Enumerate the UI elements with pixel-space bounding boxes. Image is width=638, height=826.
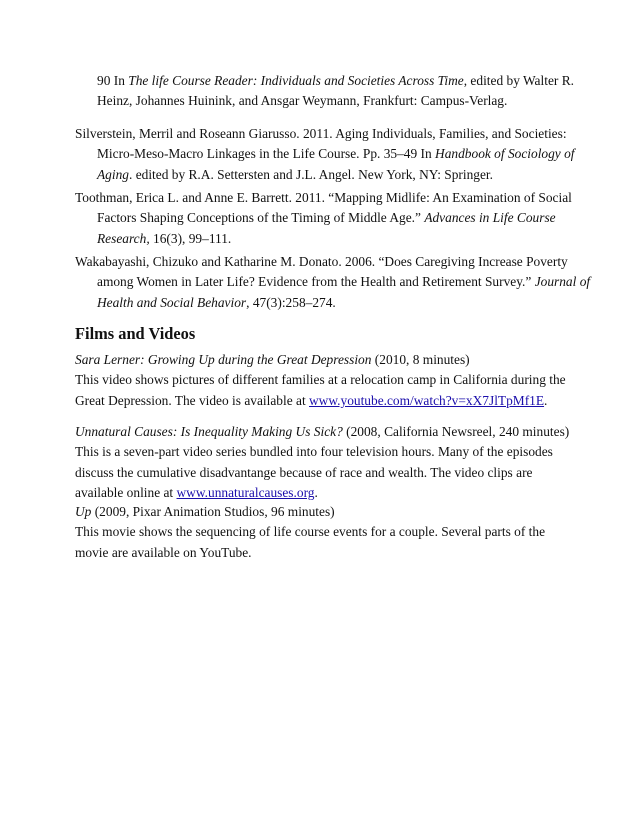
film-meta: (2009, Pixar Animation Studios, 96 minutes) [91,504,335,519]
reference-journal-title: Journal of Health and Social Behavior [97,274,591,310]
reference-book-title: The life Course Reader: Individuals and Societies Across Time [128,73,464,88]
reference-toothman [75,188,597,249]
reference-text: . edited by R.A. Settersten and J.L. Angel. New York, NY: Springer. [129,166,494,182]
film-entry-up [75,502,575,563]
film-description-end: . [544,392,548,408]
film-description-end: . [314,485,318,501]
film-description: This is a seven-part video series bundled into four television hours. Many of the episodes discuss the cumulative disadvantange because of race and wealth. The video clips are available online at [75,444,553,501]
reference-text: , edited by Walter R. Heinz, Johannes Huinink, and Ansgar Weymann, Frankfurt: Campus-Verlag. [97,73,574,109]
film-title: Unnatural Causes: Is Inequality Making Us Sick? [75,424,343,439]
film-meta: (2008, California Newsreel, 240 minutes) [342,424,570,439]
film-title: Sara Lerner: Growing Up during the Great Depression [75,352,372,367]
film-link[interactable]: www.unnaturalcauses.org [176,485,315,501]
film-entry-lerner [75,350,575,411]
film-description: This video shows pictures of different families at a relocation camp in California during the Great Depression. The video is available at [75,372,566,408]
section-heading-films: Films and Videos [75,324,196,343]
film-title: Up [75,504,92,519]
reference-silverstein [75,124,597,185]
reference-book-title: Handbook of Sociology of Aging [97,146,575,182]
reference-text: 90 In [97,73,129,88]
film-entry-unnatural-causes [75,422,575,504]
reference-text: Silverstein, Merril and Roseann Giarusso. 2011. Aging Individuals, Families, and Societies: Micro-Meso-Macro Linkages in the Life Course. Pp. 35–49 In [75,126,567,162]
reference-continuation [75,71,597,112]
reference-wakabayashi [75,252,597,313]
reference-text: 16(3), 99–111. [149,230,232,246]
reference-text: Wakabayashi, Chizuko and Katharine M. Donato. 2006. “Does Caregiving Increase Poverty among Women in Later Life? Evidence from the Health and Retirement Survey.” [75,254,568,290]
film-description: This movie shows the sequencing of life course events for a couple. Several parts of the movie are available on YouTube. [75,524,546,560]
film-link[interactable]: www.youtube.com/watch?v=xX7JlTpMf1E [309,392,545,408]
reference-text: , 47(3):258–274. [246,294,336,310]
reference-journal-title: Advances in Life Course Research, [97,210,556,246]
film-meta: (2010, 8 minutes) [371,352,470,367]
reference-text: Toothman, Erica L. and Anne E. Barrett. 2011. “Mapping Midlife: An Examination of Social Factors Shaping Conceptions of the Timing of Middle Age.” [75,190,572,226]
